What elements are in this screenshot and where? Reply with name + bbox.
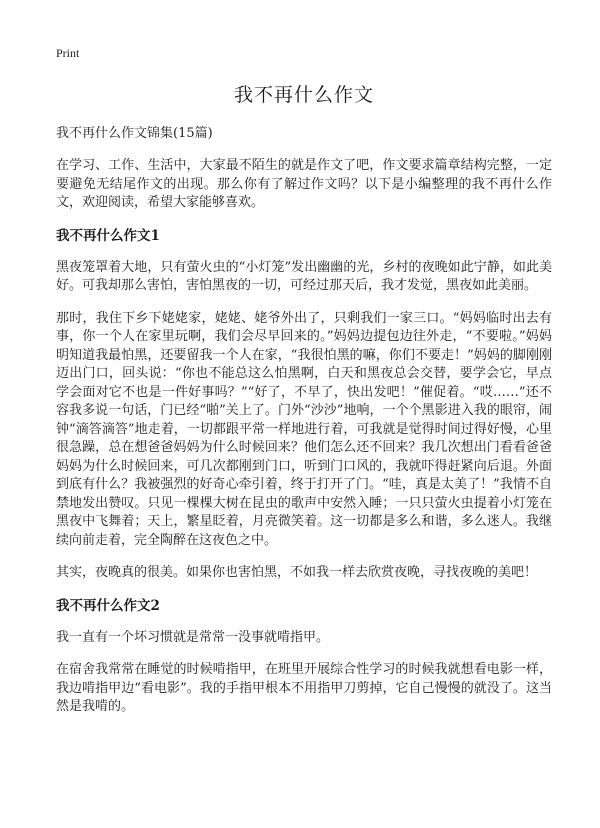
section-paragraph: 那时，我住下乡下姥姥家，姥姥、姥爷外出了，只剩我们一家三口。“妈妈临时出去有事，你一个人在家里玩啊，我们会尽早回来的。”妈妈边提包边往外走，“不要啦。”妈妈明知道我最怕黑，还要留我一个人在家，“我很怕黑的嘛，你们不要走！”妈妈的脚刚刚迈出门口，回头说：“你也不能总这么怕黑啊，白天和黑夜总会交替，要学会它，早点学会面对它不也是一件好事吗？”“好了，不早了，快出发吧！”催促着。“哎……”还不容我多说一句话，门已经“啪”关上了。门外“沙沙”地响，一个个黑影进入我的眼帘，闹钟“滴答滴答”地走着，一切都跟平常一样地进行着，可我就是觉得时间过得好慢，心里很急躁，总在想爸爸妈妈为什么时候回来？他们怎么还不回来？我几次想出门看看爸爸妈妈为什么时候回来，可几次都刚到门口，听到门口风的，我就吓得赶紧向后退。外面到底有什么？我被强烈的好奇心牵引着，终于打开了门。“哇，真是太美了！”我情不自禁地发出赞叹。只见一棵棵大树在昆虫的歌声中安然入睡；一只只萤火虫提着小灯笼在黑夜中飞舞着；天上，繁星眨着，月亮微笑着。这一切都是多么和谐，多么迷人。我继续向前走着，完全陶醉在这夜色之中。 [56, 310, 552, 548]
section-paragraph: 其实，夜晚真的很美。如果你也害怕黑，不如我一样去欣赏夜晚，寻找夜晚的美吧！ [56, 565, 538, 580]
page-title: 我不再什么作文 [233, 84, 374, 106]
section-heading: 我不再什么作文1 [56, 227, 160, 244]
section-paragraph: 黑夜笼罩着大地，只有萤火虫的“小灯笼”发出幽幽的光，乡村的夜晚如此宁静，如此美好。可我却那么害怕，害怕黑夜的一切，可经过那天后，我才发觉，黑夜如此美丽。 [56, 259, 552, 293]
section-paragraph: 在宿舍我常常在睡觉的时候啃指甲，在班里开展综合性学习的时候我就想看电影一样，我边啃指甲边“看电影”。我的手指甲根本不用指甲刀剪掉，它自己慢慢的就没了。这当然是我啃的。 [56, 662, 552, 714]
intro-paragraph: 在学习、工作、生活中，大家最不陌生的就是作文了吧，作文要求篇章结构完整，一定要避免无结尾作文的出现。那么你有了解过作文吗？以下是小编整理的我不再什么作文，欢迎阅读，希望大家能够喜欢。 [56, 158, 552, 210]
article [56, 80, 552, 731]
section-heading: 我不再什么作文2 [56, 597, 160, 614]
section-paragraph: 我一直有一个坏习惯就是常常一没事就啃指甲。 [56, 629, 330, 645]
print-link[interactable]: Print [56, 46, 80, 60]
article-subtitle: 我不再什么作文锦集(15篇) [56, 126, 213, 141]
